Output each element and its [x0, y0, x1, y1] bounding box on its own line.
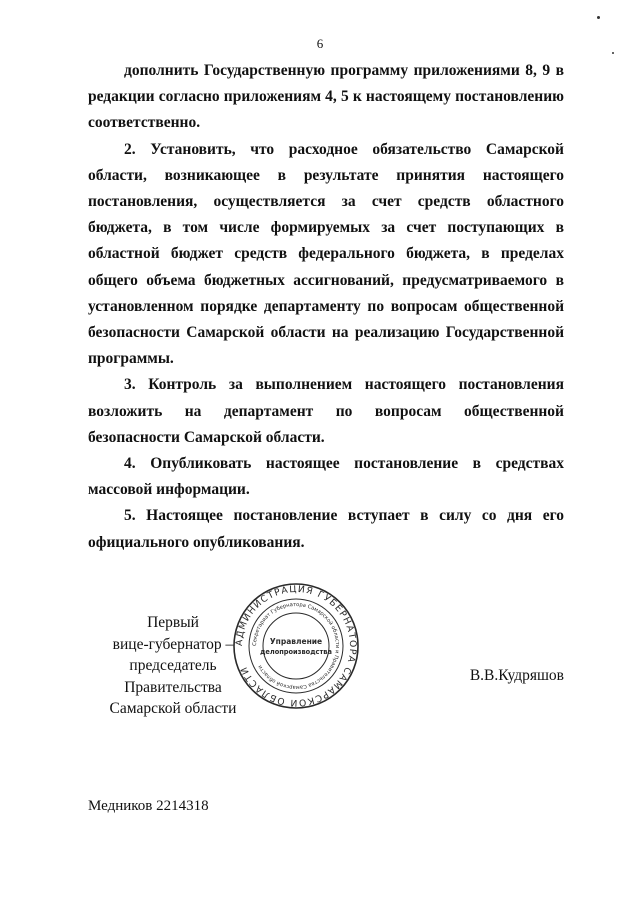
scan-dot	[612, 52, 614, 54]
paragraph-2: 2. Установить, что расходное обязательство Самарской области, возникающее в результате принятия настоящего постановления, осуществляется за счет средств областного бюджета, в том числе формируемых за счет поступающих в областной бюджет средств федерального бюджета, в пределах общего объема бюджетных ассигнований, предусматриваемого в установленном порядке департаменту по вопросам общественной безопасности Самарской области на реализацию Государственной программы.	[88, 140, 564, 368]
paragraph-continuation: дополнить Государственную программу приложениями 8, 9 в редакции согласно приложениям 4, 5 к настоящему постановлению соответственно.	[88, 62, 564, 132]
svg-text:Секретариат Губернатора Самарс: Секретариат Губернатора Самарской области и Правительства Самарской области	[251, 601, 341, 691]
paragraph-5: 5. Настоящее постановление вступает в силу со дня его официального опубликования.	[88, 507, 564, 551]
official-stamp-icon	[232, 582, 360, 710]
executor-contact: Медников 2214318	[88, 798, 209, 814]
page-number: 6	[316, 36, 324, 51]
svg-text:АДМИНИСТРАЦИЯ ГУБЕРНАТОРА САМА: АДМИНИСТРАЦИЯ ГУБЕРНАТОРА САМАРСКОЙ ОБЛАСТИ	[233, 583, 359, 709]
svg-text:делопроизводства: делопроизводства	[260, 648, 332, 656]
paragraph-3: 3. Контроль за выполнением настоящего постановления возложить на департамент по вопросам общественной безопасности Самарской области.	[88, 376, 564, 446]
position-line-4: Самарской области	[109, 700, 237, 717]
scan-dot	[597, 16, 600, 19]
position-line-1: Первый	[147, 614, 199, 631]
paragraph-4: 4. Опубликовать настоящее постановление в средствах массовой информации.	[88, 455, 564, 499]
position-line-3: председатель Правительства	[124, 657, 222, 696]
svg-text:Управление: Управление	[269, 637, 323, 646]
position-line-2: вице-губернатор –	[112, 635, 234, 653]
document-body	[88, 58, 564, 556]
signatory-name: В.В.Кудряшов	[469, 667, 564, 684]
